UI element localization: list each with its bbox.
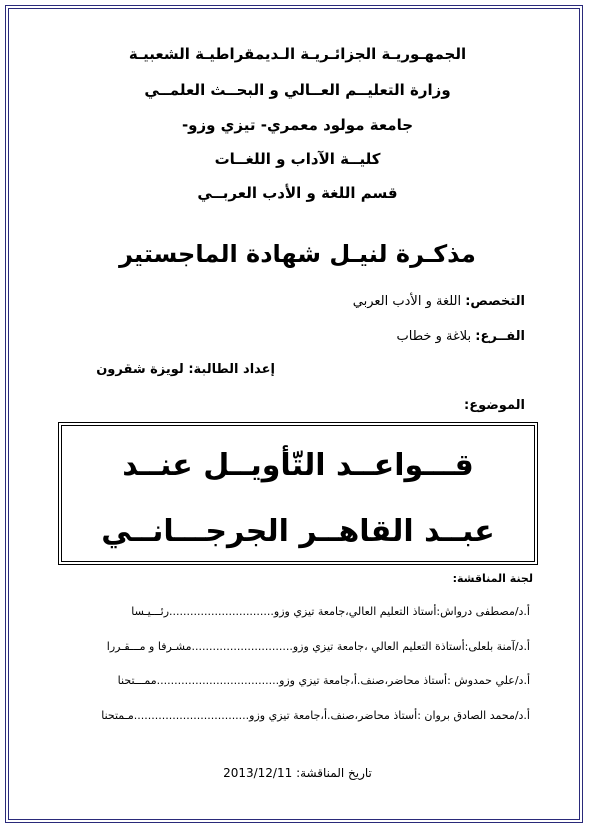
committee-label: لجنة المناقشة: <box>452 572 533 585</box>
defense-date-value: 2013/12/11 <box>223 766 297 780</box>
branch-label: الفــرع: <box>475 329 525 344</box>
specialty-line <box>353 294 525 309</box>
student-label: إعداد الطالبة: <box>188 362 275 377</box>
faculty-header: كليــة الآداب و اللغــات <box>214 150 381 168</box>
committee-member-4: أ.د/محمد الصادق بروان :أستاذ محاضر،صنف.أ،جامعة تيزي وزو.................................مـمتحنا <box>101 709 530 722</box>
defense-date <box>0 766 595 780</box>
topic-line-1: قـــواعــد التّأويــل عنــد <box>122 448 474 483</box>
defense-date-label: تاريخ المناقشة: <box>296 766 372 780</box>
topic-label: الموضوع: <box>464 398 525 413</box>
branch-value: بلاغة و خطاب <box>396 329 476 344</box>
specialty-value: اللغة و الأدب العربي <box>352 294 466 309</box>
committee-member-3: أ.د/علي حمدوش :أستاذ محاضر،صنف.أ،جامعة تيزي وزو...................................ممـــتحنا <box>117 674 530 687</box>
specialty-label: التخصص: <box>465 294 525 309</box>
republic-header: الجمهـوريـة الجزائـريـة الـديمقراطيـة الشعبيـة <box>128 45 467 63</box>
student-line <box>96 362 275 377</box>
topic-box <box>58 422 538 565</box>
committee-member-2: أ.د/آمنة بلعلى:أستاذة التعليم العالي ،جامعة تيزي وزو.............................مشـرفا و مـــقـررا <box>106 640 530 653</box>
committee-member-1: أ.د/مصطفى درواش:أستاذ التعليم العالي،جامعة تيزي وزو..............................رئـــيـسا <box>131 605 530 618</box>
student-name: لويزة شقرون <box>96 362 189 377</box>
department-header: قسم اللغة و الأدب العربــي <box>197 184 398 202</box>
ministry-header: وزارة التعليــم العــالي و البحــث العلمــي <box>144 81 451 99</box>
branch-line <box>397 329 525 344</box>
topic-line-2: عبــد القاهــر الجرجـــانــي <box>101 514 495 549</box>
university-header: جامعة مولود معمري- تيزي وزو- <box>181 116 414 134</box>
thesis-title: مذكـرة لنيـل شهادة الماجستير <box>119 240 476 268</box>
